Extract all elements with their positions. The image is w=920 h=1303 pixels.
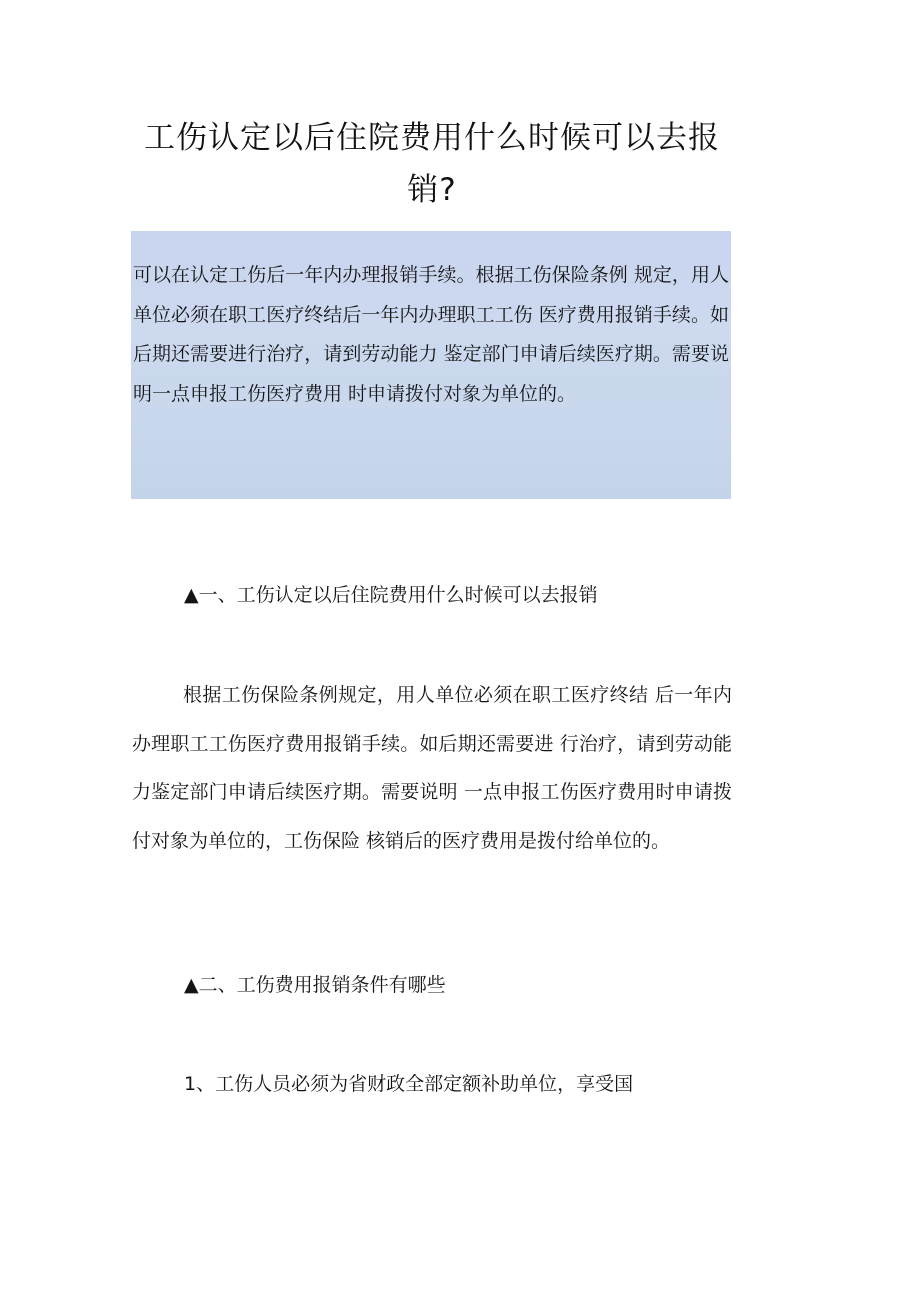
summary-highlight-box — [131, 231, 731, 499]
list-item-1: 1、工伤人员必须为省财政全部定额补助单位，享受国 — [184, 1073, 634, 1095]
section-heading-1: ▲一、工伤认定以后住院费用什么时候可以去报销 — [184, 584, 598, 606]
section-heading-2: ▲二、工伤费用报销条件有哪些 — [184, 974, 446, 996]
document-title: 工伤认定以后住院费用什么时候可以去报销? — [144, 120, 720, 208]
summary-paragraph: 可以在认定工伤后一年内办理报销手续。根据工伤保险条例 规定，用人单位必须在职工医疗终结后一年内办理职工工伤 医疗费用报销手续。如后期还需要进行治疗，请到劳动能力 鉴定部门申请后续医疗期。需要说明一点申报工伤医疗费用 时申请拨付对象为单位的。 — [133, 264, 729, 405]
section-1-paragraph: 根据工伤保险条例规定，用人单位必须在职工医疗终结 后一年内办理职工工伤医疗费用报销手续。如后期还需要进 行治疗，请到劳动能力鉴定部门申请后续医疗期。需要说明 一点申报工伤医疗费用时申请拨付对象为单位的，工伤保险 核销后的医疗费用是拨付给单位的。 — [132, 684, 732, 852]
